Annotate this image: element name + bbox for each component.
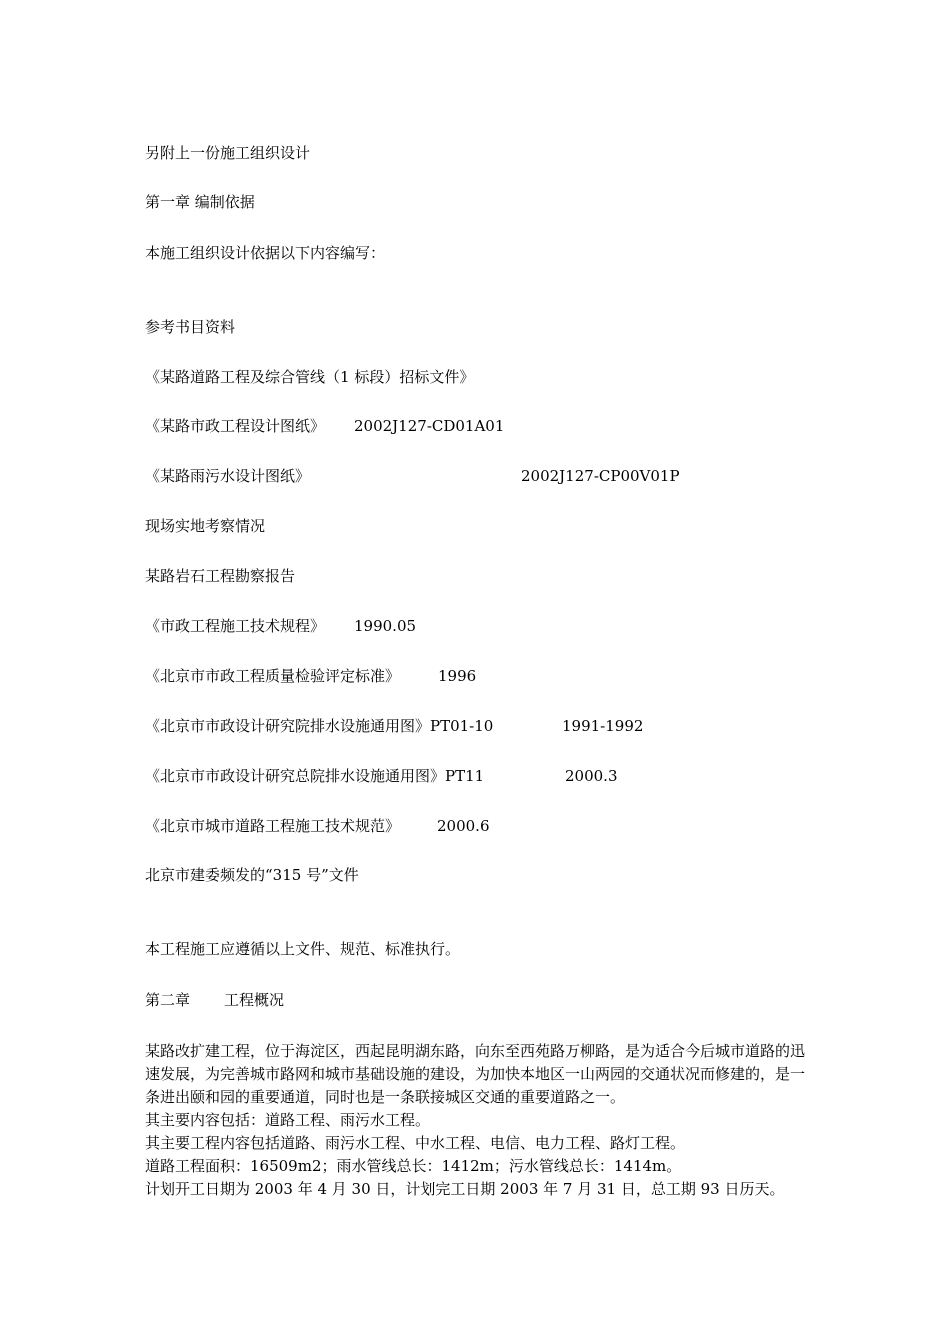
ref-item-10: 《北京市城市道路工程施工技术规范》: [145, 817, 401, 835]
ref-item-11: 北京市建委频发的“315 号”文件: [145, 866, 359, 884]
ref-item-4: 现场实地考察情况: [145, 517, 266, 535]
ref-item-9: 《北京市市政设计研究总院排水设施通用图》PT11: [145, 767, 485, 785]
ref-item-9-code: 2000.3: [565, 767, 618, 785]
chapter2-label: 第二章: [145, 991, 191, 1009]
ref-item-1: 《某路道路工程及综合管线（1 标段）招标文件》: [145, 368, 475, 386]
ref-item-10-code: 2000.6: [437, 817, 490, 835]
chapter2-line-2: 其主要工程内容包括道路、雨污水工程、中水工程、电信、电力工程、路灯工程。: [145, 1134, 686, 1152]
ref-item-2: 《某路市政工程设计图纸》: [145, 417, 326, 435]
ref-item-8: 《北京市市政设计研究院排水设施通用图》PT01-10: [145, 717, 494, 735]
chapter2-paragraph: 某路改扩建工程，位于海淀区，西起昆明湖东路，向东至西苑路万柳路，是为适合今后城市道路的迅速发展，为完善城市路网和城市基础设施的建设，为加快本地区一山两园的交通状况而修建的，是一条进出颐和园的重要通道，同时也是一条联接城区交通的重要道路之一。: [145, 1042, 806, 1106]
chapter2-heading: [145, 990, 284, 1010]
ref-item-2-code: 2002J127-CD01A01: [354, 417, 505, 435]
ref-item-6: 《市政工程施工技术规程》: [145, 617, 326, 635]
ref-item-8-code: 1991-1992: [562, 717, 644, 735]
chapter2-line-3: 道路工程面积：16509m2；雨水管线总长：1412m；污水管线总长：1414m。: [145, 1157, 682, 1175]
header-line: 另附上一份施工组织设计: [145, 144, 311, 162]
chapter1-title: 第一章 编制依据: [145, 193, 255, 211]
ref-item-7-code: 1996: [438, 667, 477, 685]
ref-item-7: 《北京市市政工程质量检验评定标准》: [145, 667, 401, 685]
ref-item-3-code: 2002J127-CP00V01P: [521, 467, 680, 485]
chapter2-title: 工程概况: [224, 991, 285, 1009]
ref-item-3: 《某路雨污水设计图纸》: [145, 467, 311, 485]
ref-item-6-code: 1990.05: [354, 617, 417, 635]
chapter2-line-4: 计划开工日期为 2003 年 4 月 30 日，计划完工日期 2003 年 7 月 31 日，总工期 93 日历天。: [145, 1180, 785, 1198]
ref-item-5: 某路岩石工程勘察报告: [145, 567, 296, 585]
chapter2-line-1: 其主要内容包括：道路工程、雨污水工程。: [145, 1111, 431, 1129]
chapter1-intro: 本施工组织设计依据以下内容编写：: [145, 244, 386, 262]
chapter1-closing: 本工程施工应遵循以上文件、规范、标准执行。: [145, 940, 461, 958]
chapter2-body: [145, 1040, 817, 1201]
refs-heading: 参考书目资料: [145, 318, 236, 336]
